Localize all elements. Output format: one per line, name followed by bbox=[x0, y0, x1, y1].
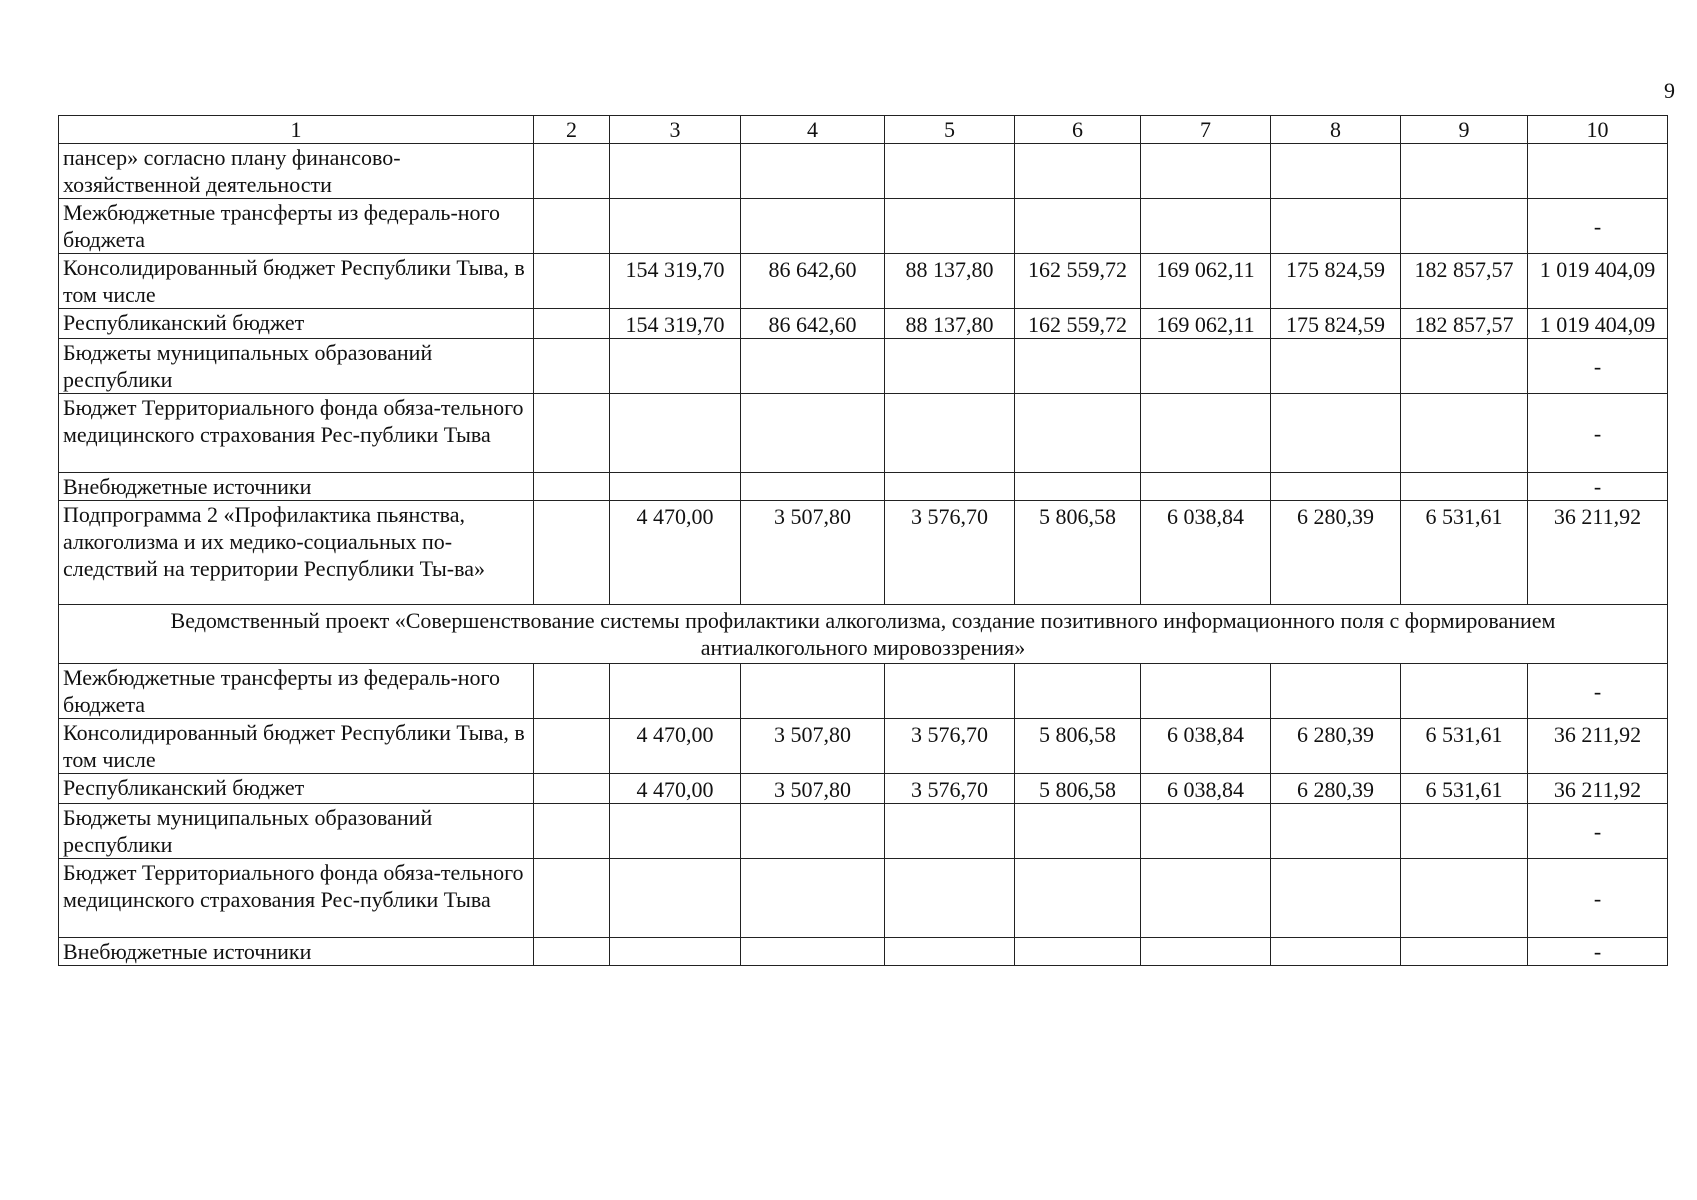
value-cell bbox=[610, 859, 741, 938]
value-cell: 5 806,58 bbox=[1015, 501, 1141, 605]
row-label: Подпрограмма 2 «Профилактика пьянства, алкоголизма и их медико-социальных по-следствий на территории Республики Ты-ва» bbox=[59, 501, 534, 605]
value-cell bbox=[1141, 664, 1271, 719]
value-cell bbox=[1141, 938, 1271, 966]
table-row bbox=[59, 339, 1668, 394]
value-cell: 3 576,70 bbox=[885, 719, 1015, 774]
value-cell bbox=[1271, 664, 1401, 719]
value-cell bbox=[885, 859, 1015, 938]
column-header: 6 bbox=[1015, 116, 1141, 144]
value-cell bbox=[534, 501, 610, 605]
row-label: Бюджет Территориального фонда обяза-тельного медицинского страхования Рес-публики Тыва bbox=[59, 859, 534, 938]
value-cell bbox=[885, 394, 1015, 473]
value-cell bbox=[885, 938, 1015, 966]
value-cell bbox=[534, 859, 610, 938]
value-cell: 169 062,11 bbox=[1141, 254, 1271, 309]
value-cell bbox=[741, 394, 885, 473]
value-cell bbox=[1401, 394, 1528, 473]
value-cell bbox=[1015, 938, 1141, 966]
value-cell bbox=[1271, 938, 1401, 966]
value-cell bbox=[741, 473, 885, 501]
empty-value-dash: - bbox=[1528, 199, 1668, 254]
empty-value-dash: - bbox=[1528, 804, 1668, 859]
value-cell bbox=[1401, 339, 1528, 394]
value-cell bbox=[1271, 394, 1401, 473]
column-header: 4 bbox=[741, 116, 885, 144]
row-label: пансер» согласно плану финансово-хозяйственной деятельности bbox=[59, 144, 534, 199]
value-cell bbox=[610, 664, 741, 719]
section-title: Ведомственный проект «Совершенствование системы профилактики алкоголизма, создание позитивного информационного поля с формированием антиалкогольного мировоззрения» bbox=[59, 605, 1668, 664]
value-cell: 3 576,70 bbox=[885, 774, 1015, 804]
table-row bbox=[59, 804, 1668, 859]
table-row bbox=[59, 309, 1668, 339]
value-cell: 88 137,80 bbox=[885, 254, 1015, 309]
column-header: 9 bbox=[1401, 116, 1528, 144]
value-cell bbox=[610, 339, 741, 394]
value-cell bbox=[741, 199, 885, 254]
value-cell bbox=[534, 144, 610, 199]
value-cell: 5 806,58 bbox=[1015, 774, 1141, 804]
value-cell: 6 280,39 bbox=[1271, 719, 1401, 774]
table-row bbox=[59, 394, 1668, 473]
value-cell bbox=[1271, 144, 1401, 199]
value-cell bbox=[610, 199, 741, 254]
row-label: Межбюджетные трансферты из федераль-ного бюджета bbox=[59, 664, 534, 719]
value-cell bbox=[534, 254, 610, 309]
value-cell: 4 470,00 bbox=[610, 774, 741, 804]
value-cell bbox=[610, 394, 741, 473]
value-cell bbox=[1141, 859, 1271, 938]
value-cell bbox=[534, 664, 610, 719]
table-row bbox=[59, 859, 1668, 938]
value-cell: 154 319,70 bbox=[610, 309, 741, 339]
value-cell bbox=[885, 144, 1015, 199]
table-row bbox=[59, 938, 1668, 966]
value-cell bbox=[1401, 938, 1528, 966]
value-cell: 6 038,84 bbox=[1141, 501, 1271, 605]
empty-value-dash: - bbox=[1528, 938, 1668, 966]
row-label: Межбюджетные трансферты из федераль-ного бюджета bbox=[59, 199, 534, 254]
value-cell bbox=[534, 199, 610, 254]
value-cell bbox=[1141, 473, 1271, 501]
table-row bbox=[59, 144, 1668, 199]
value-cell: 162 559,72 bbox=[1015, 309, 1141, 339]
value-cell bbox=[1141, 144, 1271, 199]
value-cell bbox=[1528, 144, 1668, 199]
value-cell: 3 507,80 bbox=[741, 774, 885, 804]
value-cell bbox=[1015, 804, 1141, 859]
table-row bbox=[59, 719, 1668, 774]
value-cell bbox=[1015, 144, 1141, 199]
row-label: Консолидированный бюджет Республики Тыва, в том числе bbox=[59, 719, 534, 774]
budget-table bbox=[58, 115, 1668, 966]
value-cell bbox=[741, 938, 885, 966]
value-cell: 3 507,80 bbox=[741, 719, 885, 774]
value-cell bbox=[1271, 804, 1401, 859]
table-row bbox=[59, 664, 1668, 719]
value-cell: 3 507,80 bbox=[741, 501, 885, 605]
value-cell: 5 806,58 bbox=[1015, 719, 1141, 774]
page-number: 9 bbox=[1664, 78, 1675, 103]
value-cell bbox=[885, 339, 1015, 394]
value-cell: 86 642,60 bbox=[741, 309, 885, 339]
value-cell bbox=[741, 804, 885, 859]
value-cell bbox=[534, 394, 610, 473]
value-cell: 4 470,00 bbox=[610, 719, 741, 774]
value-cell bbox=[534, 719, 610, 774]
value-cell: 6 038,84 bbox=[1141, 774, 1271, 804]
value-cell: 6 038,84 bbox=[1141, 719, 1271, 774]
value-cell: 6 280,39 bbox=[1271, 501, 1401, 605]
column-header: 2 bbox=[534, 116, 610, 144]
value-cell bbox=[534, 938, 610, 966]
row-label: Республиканский бюджет bbox=[59, 309, 534, 339]
value-cell bbox=[1401, 473, 1528, 501]
value-cell bbox=[1015, 339, 1141, 394]
value-cell bbox=[1141, 394, 1271, 473]
value-cell bbox=[1401, 144, 1528, 199]
value-cell: 36 211,92 bbox=[1528, 719, 1668, 774]
value-cell bbox=[885, 199, 1015, 254]
value-cell bbox=[610, 144, 741, 199]
column-header: 3 bbox=[610, 116, 741, 144]
value-cell bbox=[1141, 339, 1271, 394]
value-cell bbox=[534, 804, 610, 859]
row-label: Внебюджетные источники bbox=[59, 938, 534, 966]
value-cell: 1 019 404,09 bbox=[1528, 254, 1668, 309]
value-cell: 6 531,61 bbox=[1401, 774, 1528, 804]
column-header: 1 bbox=[59, 116, 534, 144]
table-row bbox=[59, 254, 1668, 309]
value-cell: 86 642,60 bbox=[741, 254, 885, 309]
value-cell bbox=[1015, 199, 1141, 254]
value-cell: 182 857,57 bbox=[1401, 309, 1528, 339]
section-row bbox=[59, 605, 1668, 664]
value-cell bbox=[534, 774, 610, 804]
table-row bbox=[59, 473, 1668, 501]
column-header: 7 bbox=[1141, 116, 1271, 144]
row-label: Бюджеты муниципальных образований республики bbox=[59, 804, 534, 859]
value-cell: 6 531,61 bbox=[1401, 501, 1528, 605]
table-row bbox=[59, 501, 1668, 605]
value-cell: 6 531,61 bbox=[1401, 719, 1528, 774]
value-cell: 169 062,11 bbox=[1141, 309, 1271, 339]
value-cell bbox=[741, 859, 885, 938]
value-cell: 88 137,80 bbox=[885, 309, 1015, 339]
column-header: 8 bbox=[1271, 116, 1401, 144]
value-cell bbox=[1015, 664, 1141, 719]
empty-value-dash: - bbox=[1528, 339, 1668, 394]
value-cell bbox=[741, 664, 885, 719]
value-cell bbox=[610, 473, 741, 501]
value-cell bbox=[1401, 199, 1528, 254]
empty-value-dash: - bbox=[1528, 394, 1668, 473]
value-cell: 162 559,72 bbox=[1015, 254, 1141, 309]
empty-value-dash: - bbox=[1528, 859, 1668, 938]
value-cell: 36 211,92 bbox=[1528, 774, 1668, 804]
value-cell: 36 211,92 bbox=[1528, 501, 1668, 605]
value-cell: 154 319,70 bbox=[610, 254, 741, 309]
row-label: Бюджеты муниципальных образований республики bbox=[59, 339, 534, 394]
value-cell bbox=[1271, 339, 1401, 394]
value-cell bbox=[1015, 473, 1141, 501]
value-cell bbox=[1015, 859, 1141, 938]
value-cell bbox=[1141, 804, 1271, 859]
value-cell bbox=[741, 339, 885, 394]
column-header: 5 bbox=[885, 116, 1015, 144]
value-cell bbox=[1401, 664, 1528, 719]
value-cell bbox=[1401, 859, 1528, 938]
row-label: Республиканский бюджет bbox=[59, 774, 534, 804]
value-cell bbox=[1141, 199, 1271, 254]
table-row bbox=[59, 774, 1668, 804]
header-row bbox=[59, 116, 1668, 144]
value-cell bbox=[1271, 473, 1401, 501]
value-cell bbox=[1401, 804, 1528, 859]
value-cell: 1 019 404,09 bbox=[1528, 309, 1668, 339]
value-cell: 175 824,59 bbox=[1271, 309, 1401, 339]
value-cell bbox=[534, 309, 610, 339]
table-row bbox=[59, 199, 1668, 254]
value-cell bbox=[610, 804, 741, 859]
value-cell: 3 576,70 bbox=[885, 501, 1015, 605]
value-cell bbox=[885, 664, 1015, 719]
value-cell bbox=[610, 938, 741, 966]
value-cell bbox=[534, 473, 610, 501]
row-label: Внебюджетные источники bbox=[59, 473, 534, 501]
value-cell: 6 280,39 bbox=[1271, 774, 1401, 804]
value-cell bbox=[885, 473, 1015, 501]
empty-value-dash: - bbox=[1528, 664, 1668, 719]
empty-value-dash: - bbox=[1528, 473, 1668, 501]
value-cell: 182 857,57 bbox=[1401, 254, 1528, 309]
value-cell bbox=[741, 144, 885, 199]
value-cell bbox=[1271, 199, 1401, 254]
value-cell bbox=[885, 804, 1015, 859]
row-label: Бюджет Территориального фонда обяза-тельного медицинского страхования Рес-публики Тыва bbox=[59, 394, 534, 473]
value-cell: 175 824,59 bbox=[1271, 254, 1401, 309]
column-header: 10 bbox=[1528, 116, 1668, 144]
value-cell bbox=[1271, 859, 1401, 938]
table-body bbox=[59, 116, 1668, 966]
value-cell: 4 470,00 bbox=[610, 501, 741, 605]
value-cell bbox=[534, 339, 610, 394]
row-label: Консолидированный бюджет Республики Тыва, в том числе bbox=[59, 254, 534, 309]
value-cell bbox=[1015, 394, 1141, 473]
